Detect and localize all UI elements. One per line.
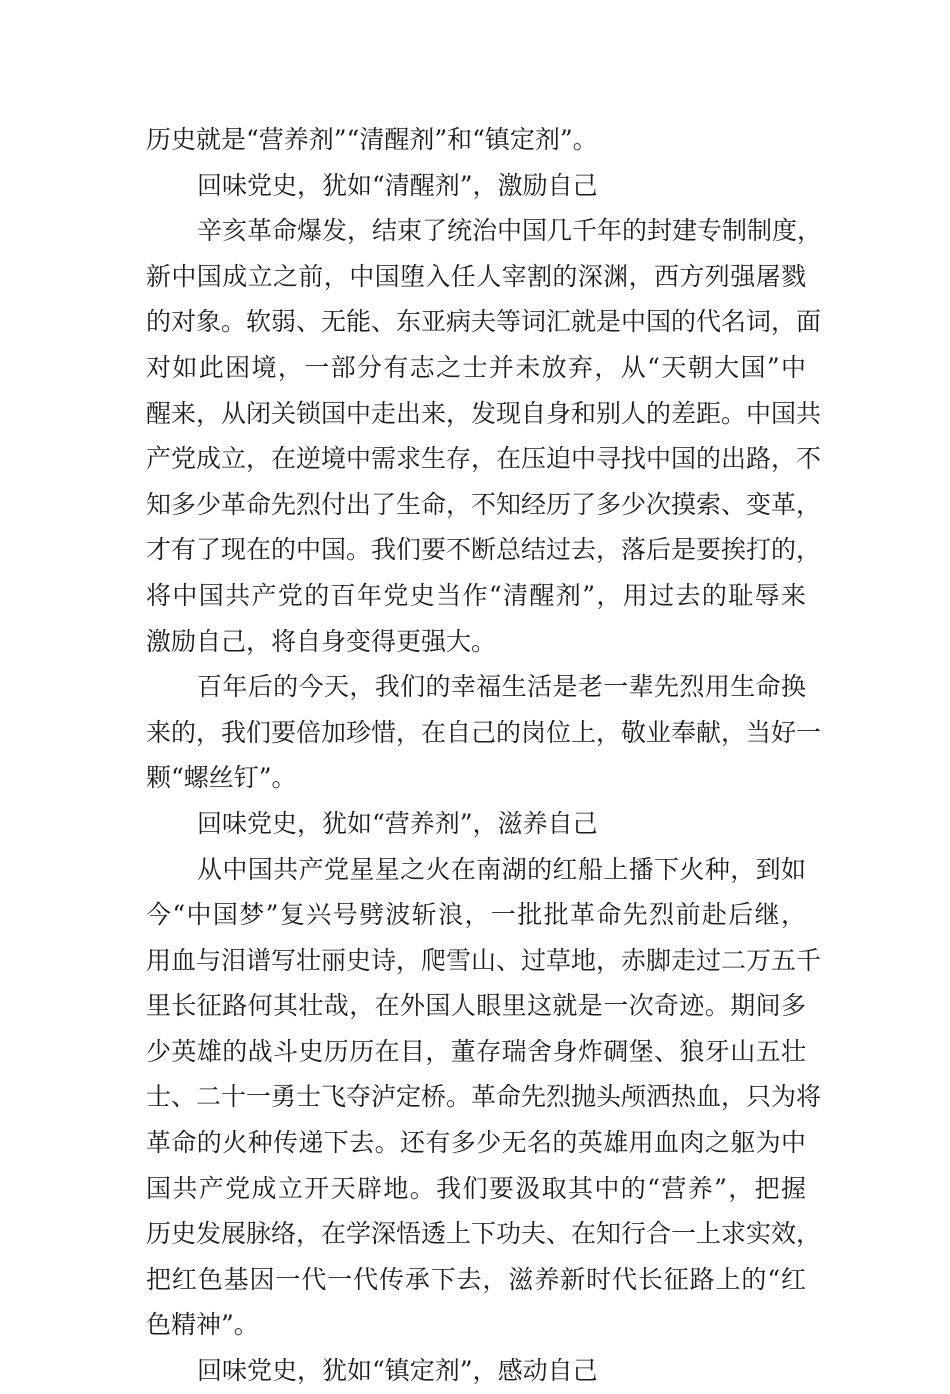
section-heading: 回味党史，犹如“镇定剂”，感动自己 [197, 1356, 598, 1386]
text-line: 知多少革命先烈付出了生命，不知经历了多少次摸索、变革， [146, 489, 822, 519]
text-line: 产党成立，在逆境中需求生存，在压迫中寻找中国的出路，不 [146, 444, 822, 474]
text-line: 醒来，从闭关锁国中走出来，发现自身和别人的差距。中国共 [146, 398, 822, 428]
text-line: 历史就是“营养剂”“清醒剂”和“镇定剂”。 [146, 125, 598, 154]
text-line: 从中国共产党星星之火在南湖的红船上播下火种，到如 [197, 854, 806, 884]
text-line: 里长征路何其壮哉，在外国人眼里这就是一次奇迹。期间多 [146, 991, 806, 1021]
text-line: 的对象。软弱、无能、东亚病夫等词汇就是中国的代名词，面 [146, 307, 822, 337]
text-line: 革命的火种传递下去。还有多少无名的英雄用血肉之躯为中 [146, 1128, 806, 1158]
text-line: 颗“螺丝钉”。 [146, 763, 297, 793]
text-line: 历史发展脉络，在学深悟透上下功夫、在知行合一上求实效， [146, 1219, 822, 1249]
text-line: 才有了现在的中国。我们要不断总结过去，落后是要挨打的， [146, 535, 822, 565]
text-line: 今“中国梦”复兴号劈波斩浪，一批批革命先烈前赴后继， [146, 900, 806, 930]
text-line: 来的，我们要倍加珍惜，在自己的岗位上，敬业奉献，当好一 [146, 717, 822, 747]
section-heading: 回味党史，犹如“营养剂”，滋养自己 [197, 808, 598, 838]
text-line: 百年后的今天，我们的幸福生活是老一辈先烈用生命换 [197, 672, 806, 702]
text-line: 将中国共产党的百年党史当作“清醒剂”，用过去的耻辱来 [146, 580, 806, 610]
text-line: 把红色基因一代一代传承下去，滋养新时代长征路上的“红 [146, 1264, 806, 1294]
text-line: 士、二十一勇士飞夺泸定桥。革命先烈抛头颅洒热血，只为将 [146, 1082, 822, 1112]
body-text [146, 117, 823, 1394]
text-line: 新中国成立之前，中国堕入任人宰割的深渊，西方列强屠戮 [146, 261, 806, 291]
text-line: 色精神”。 [146, 1310, 259, 1340]
section-heading: 回味党史，犹如“清醒剂”，激励自己 [197, 170, 598, 200]
text-line: 激励自己，将自身变得更强大。 [146, 626, 497, 656]
text-line: 对如此困境，一部分有志之士并未放弃，从“天朝大国”中 [146, 352, 806, 382]
text-line: 辛亥革命爆发，结束了统治中国几千年的封建专制制度， [197, 216, 823, 246]
text-line: 用血与泪谱写壮丽史诗，爬雪山、过草地，赤脚走过二万五千 [146, 945, 822, 975]
text-line: 国共产党成立开天辟地。我们要汲取其中的“营养”，把握 [146, 1173, 806, 1203]
text-line: 少英雄的战斗史历历在目，董存瑞舍身炸碉堡、狼牙山五壮 [146, 1036, 806, 1066]
